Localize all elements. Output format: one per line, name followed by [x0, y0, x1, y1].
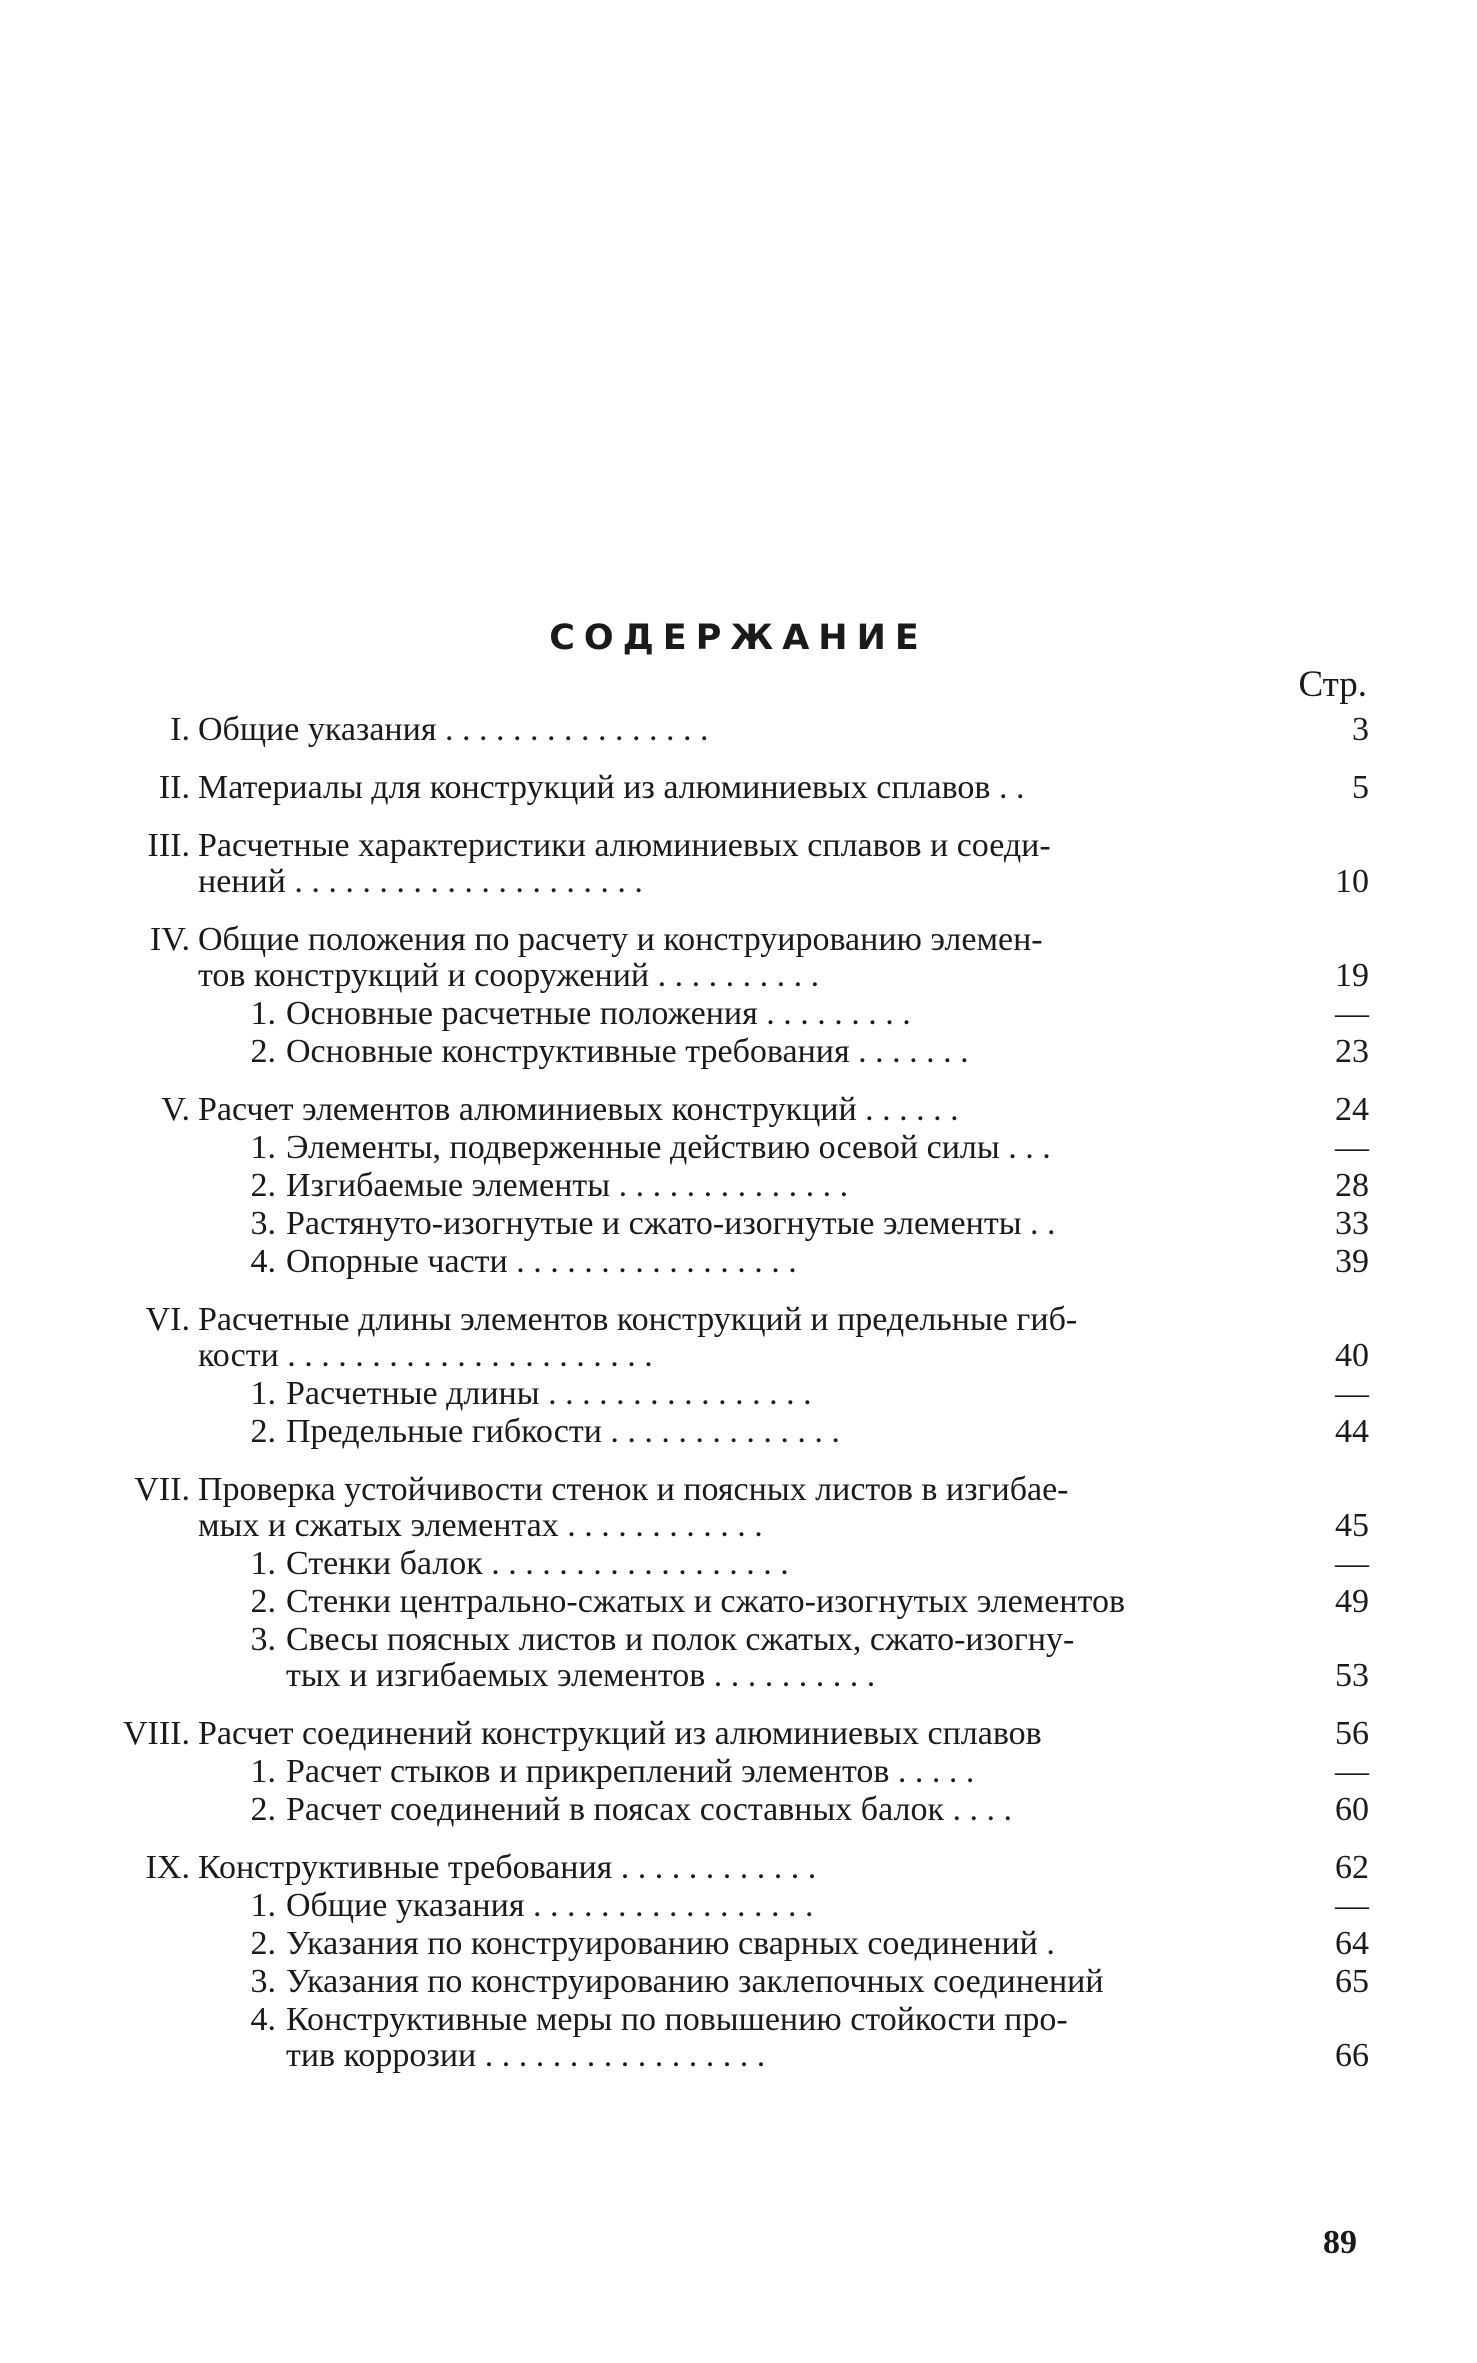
toc-section — [0, 922, 1477, 994]
toc-entry-line: Указания по конструированию сварных соединений . — [286, 1925, 1055, 1962]
toc-entry-number: VIII. — [122, 1715, 190, 1752]
toc-entry-line: Стенки центрально-сжатых и сжато-изогнутых элементов — [286, 1583, 1126, 1620]
toc-entry-number: 4. — [250, 1243, 276, 1280]
toc-section — [0, 1716, 1477, 1752]
toc-entry-line: Основные расчетные положения . . . . . . . . . — [286, 995, 911, 1032]
toc-entry-title — [198, 1472, 1257, 1544]
toc-page-number: 5 — [1352, 769, 1369, 806]
toc-page-number: — — [1335, 1545, 1369, 1582]
toc-entry-title — [198, 770, 1257, 806]
toc-entry-title — [286, 1414, 1257, 1450]
toc-entry-line: Проверка устойчивости стенок и поясных листов в изгибае- — [198, 1471, 1069, 1508]
toc-entry-title — [198, 1716, 1257, 1752]
toc-section — [0, 712, 1477, 748]
toc-subsection — [0, 1622, 1477, 1694]
toc-page-number: — — [1335, 1887, 1369, 1924]
toc-entry-title — [286, 2002, 1257, 2074]
toc-entry-number: 2. — [250, 1583, 276, 1620]
toc-entry-title — [286, 1584, 1257, 1620]
toc-entry-line: Общие указания . . . . . . . . . . . . . . . . . — [286, 1887, 814, 1924]
toc-subsection — [0, 1034, 1477, 1070]
toc-entry-title — [286, 1244, 1257, 1280]
toc-subsection — [0, 1244, 1477, 1280]
toc-entry-number: 1. — [250, 995, 276, 1032]
toc-entry-line: Расчет соединений конструкций из алюминиевых сплавов — [198, 1715, 1042, 1752]
toc-entry-line: кости . . . . . . . . . . . . . . . . . . . . . . — [198, 1337, 653, 1374]
toc-entry-number: 1. — [250, 1129, 276, 1166]
toc-entry-line: Расчет элементов алюминиевых конструкций . . . . . . — [198, 1091, 959, 1128]
toc-section — [0, 1850, 1477, 1886]
toc-entry-line: Расчетные характеристики алюминиевых сплавов и соеди- — [198, 827, 1051, 864]
toc-entry-title — [286, 996, 1257, 1032]
toc-subsection — [0, 1130, 1477, 1166]
toc-entry-title — [286, 1964, 1257, 2000]
toc-entry-title — [198, 1850, 1257, 1886]
toc-subsection — [0, 1206, 1477, 1242]
toc-entry-line: Общие положения по расчету и конструированию элемен- — [198, 921, 1043, 958]
toc-subsection — [0, 1888, 1477, 1924]
toc-entry-line: Элементы, подверженные действию осевой силы . . . — [286, 1129, 1051, 1166]
toc-page-number: 19 — [1335, 957, 1369, 994]
toc-entry-title — [286, 1754, 1257, 1790]
toc-entry-number: VI. — [145, 1301, 190, 1338]
toc-page-number: 33 — [1335, 1205, 1369, 1242]
toc-entry-line: Основные конструктивные требования . . . . . . . — [286, 1033, 969, 1070]
toc-entry-title — [286, 1130, 1257, 1166]
toc-entry-line: Конструктивные меры по повышению стойкости про- — [286, 2001, 1068, 2038]
toc-entry-line: Указания по конструированию заклепочных соединений — [286, 1963, 1104, 2000]
toc-entry-line: Расчетные длины элементов конструкций и предельные гиб- — [198, 1301, 1078, 1338]
toc-entry-number: IX. — [145, 1849, 190, 1886]
toc-page-number: 60 — [1335, 1791, 1369, 1828]
toc-entry-number: IV. — [150, 921, 190, 958]
toc-entry-line: Свесы поясных листов и полок сжатых, сжато-изогну- — [286, 1621, 1075, 1658]
toc-entry-number: 2. — [250, 1791, 276, 1828]
toc-entry-line: Расчет соединений в поясах составных балок . . . . — [286, 1791, 1012, 1828]
toc-entry-number: 3. — [250, 1621, 276, 1658]
toc-entry-line: Предельные гибкости . . . . . . . . . . . . . . — [286, 1413, 840, 1450]
toc-entry-number: 1. — [250, 1887, 276, 1924]
toc-entry-number: VII. — [134, 1471, 190, 1508]
toc-section — [0, 770, 1477, 806]
toc-page-number: — — [1335, 1753, 1369, 1790]
toc-page-number: 53 — [1335, 1657, 1369, 1694]
toc-page-number: 62 — [1335, 1849, 1369, 1886]
toc-entry-line: Расчетные длины . . . . . . . . . . . . . . . . — [286, 1375, 812, 1412]
toc-section — [0, 828, 1477, 900]
toc-entry-line: Растянуто-изогнутые и сжато-изогнутые элементы . . — [286, 1205, 1056, 1242]
toc-subsection — [0, 1926, 1477, 1962]
toc-entry-title — [286, 1792, 1257, 1828]
toc-page-number: 56 — [1335, 1715, 1369, 1752]
toc-page-number: 44 — [1335, 1413, 1369, 1450]
toc-entry-title — [286, 1034, 1257, 1070]
toc-entry-number: 2. — [250, 1413, 276, 1450]
toc-entry-number: I. — [170, 711, 190, 748]
page-column-header: Стр. — [1298, 664, 1367, 705]
toc-page-number: 45 — [1335, 1507, 1369, 1544]
toc-entry-number: 2. — [250, 1925, 276, 1962]
toc-entry-title — [286, 1546, 1257, 1582]
toc-section — [0, 1472, 1477, 1544]
toc-section — [0, 1092, 1477, 1128]
toc-page-number: 39 — [1335, 1243, 1369, 1280]
toc-page-number: — — [1335, 1375, 1369, 1412]
toc-entry-title — [286, 1622, 1257, 1694]
toc-page-number: 40 — [1335, 1337, 1369, 1374]
toc-page-number: 66 — [1335, 2037, 1369, 2074]
toc-subsection — [0, 1546, 1477, 1582]
toc-subsection — [0, 2002, 1477, 2074]
table-of-contents — [0, 712, 1477, 2074]
toc-entry-number: 1. — [250, 1375, 276, 1412]
toc-subsection — [0, 1754, 1477, 1790]
toc-page-number: — — [1335, 1129, 1369, 1166]
toc-subsection — [0, 1414, 1477, 1450]
toc-page-number: 24 — [1335, 1091, 1369, 1128]
toc-page-number: 3 — [1352, 711, 1369, 748]
toc-entry-title — [198, 1092, 1257, 1128]
toc-entry-number: 1. — [250, 1545, 276, 1582]
toc-entry-line: Конструктивные требования . . . . . . . . . . . . — [198, 1849, 817, 1886]
toc-subsection — [0, 1376, 1477, 1412]
toc-page-number: 23 — [1335, 1033, 1369, 1070]
toc-entry-title — [286, 1926, 1257, 1962]
toc-entry-number: V. — [161, 1091, 190, 1128]
toc-entry-number: II. — [158, 769, 190, 806]
toc-section — [0, 1302, 1477, 1374]
page-number: 89 — [1323, 2224, 1357, 2261]
toc-entry-line: тых и изгибаемых элементов . . . . . . . . . . — [286, 1657, 876, 1694]
toc-page-number: 49 — [1335, 1583, 1369, 1620]
toc-entry-title — [198, 828, 1257, 900]
toc-entry-line: Расчет стыков и прикреплений элементов . . . . . — [286, 1753, 975, 1790]
toc-entry-line: Опорные части . . . . . . . . . . . . . . . . . — [286, 1243, 797, 1280]
toc-entry-line: Общие указания . . . . . . . . . . . . . . . . — [198, 711, 709, 748]
toc-entry-number: 2. — [250, 1033, 276, 1070]
toc-entry-number: 4. — [250, 2001, 276, 2038]
toc-entry-number: 3. — [250, 1963, 276, 2000]
toc-entry-line: Изгибаемые элементы . . . . . . . . . . . . . . — [286, 1167, 849, 1204]
toc-entry-title — [286, 1376, 1257, 1412]
toc-entry-title — [198, 922, 1257, 994]
toc-entry-number: 2. — [250, 1167, 276, 1204]
toc-page-number: 65 — [1335, 1963, 1369, 2000]
toc-page-number: 10 — [1335, 863, 1369, 900]
toc-page-number: — — [1335, 995, 1369, 1032]
toc-page-number: 28 — [1335, 1167, 1369, 1204]
toc-entry-title — [198, 712, 1257, 748]
toc-entry-line: тов конструкций и сооружений . . . . . . . . . . — [198, 957, 820, 994]
toc-entry-number: 3. — [250, 1205, 276, 1242]
toc-subsection — [0, 1168, 1477, 1204]
toc-subsection — [0, 1792, 1477, 1828]
page-title: СОДЕРЖАНИЕ — [549, 618, 928, 658]
toc-entry-number: 1. — [250, 1753, 276, 1790]
toc-entry-title — [286, 1206, 1257, 1242]
toc-entry-number: III. — [147, 827, 190, 864]
toc-entry-line: Материалы для конструкций из алюминиевых сплавов . . — [198, 769, 1025, 806]
toc-entry-line: Стенки балок . . . . . . . . . . . . . . . . . . — [286, 1545, 789, 1582]
toc-subsection — [0, 1584, 1477, 1620]
toc-entry-title — [286, 1168, 1257, 1204]
toc-entry-line: нений . . . . . . . . . . . . . . . . . . . . . — [198, 863, 643, 900]
toc-page-number: 64 — [1335, 1925, 1369, 1962]
toc-entry-line: мых и сжатых элементах . . . . . . . . . . . . — [198, 1507, 763, 1544]
toc-subsection — [0, 996, 1477, 1032]
toc-entry-title — [286, 1888, 1257, 1924]
toc-entry-title — [198, 1302, 1257, 1374]
toc-subsection — [0, 1964, 1477, 2000]
toc-entry-line: тив коррозии . . . . . . . . . . . . . . . . . — [286, 2037, 766, 2074]
